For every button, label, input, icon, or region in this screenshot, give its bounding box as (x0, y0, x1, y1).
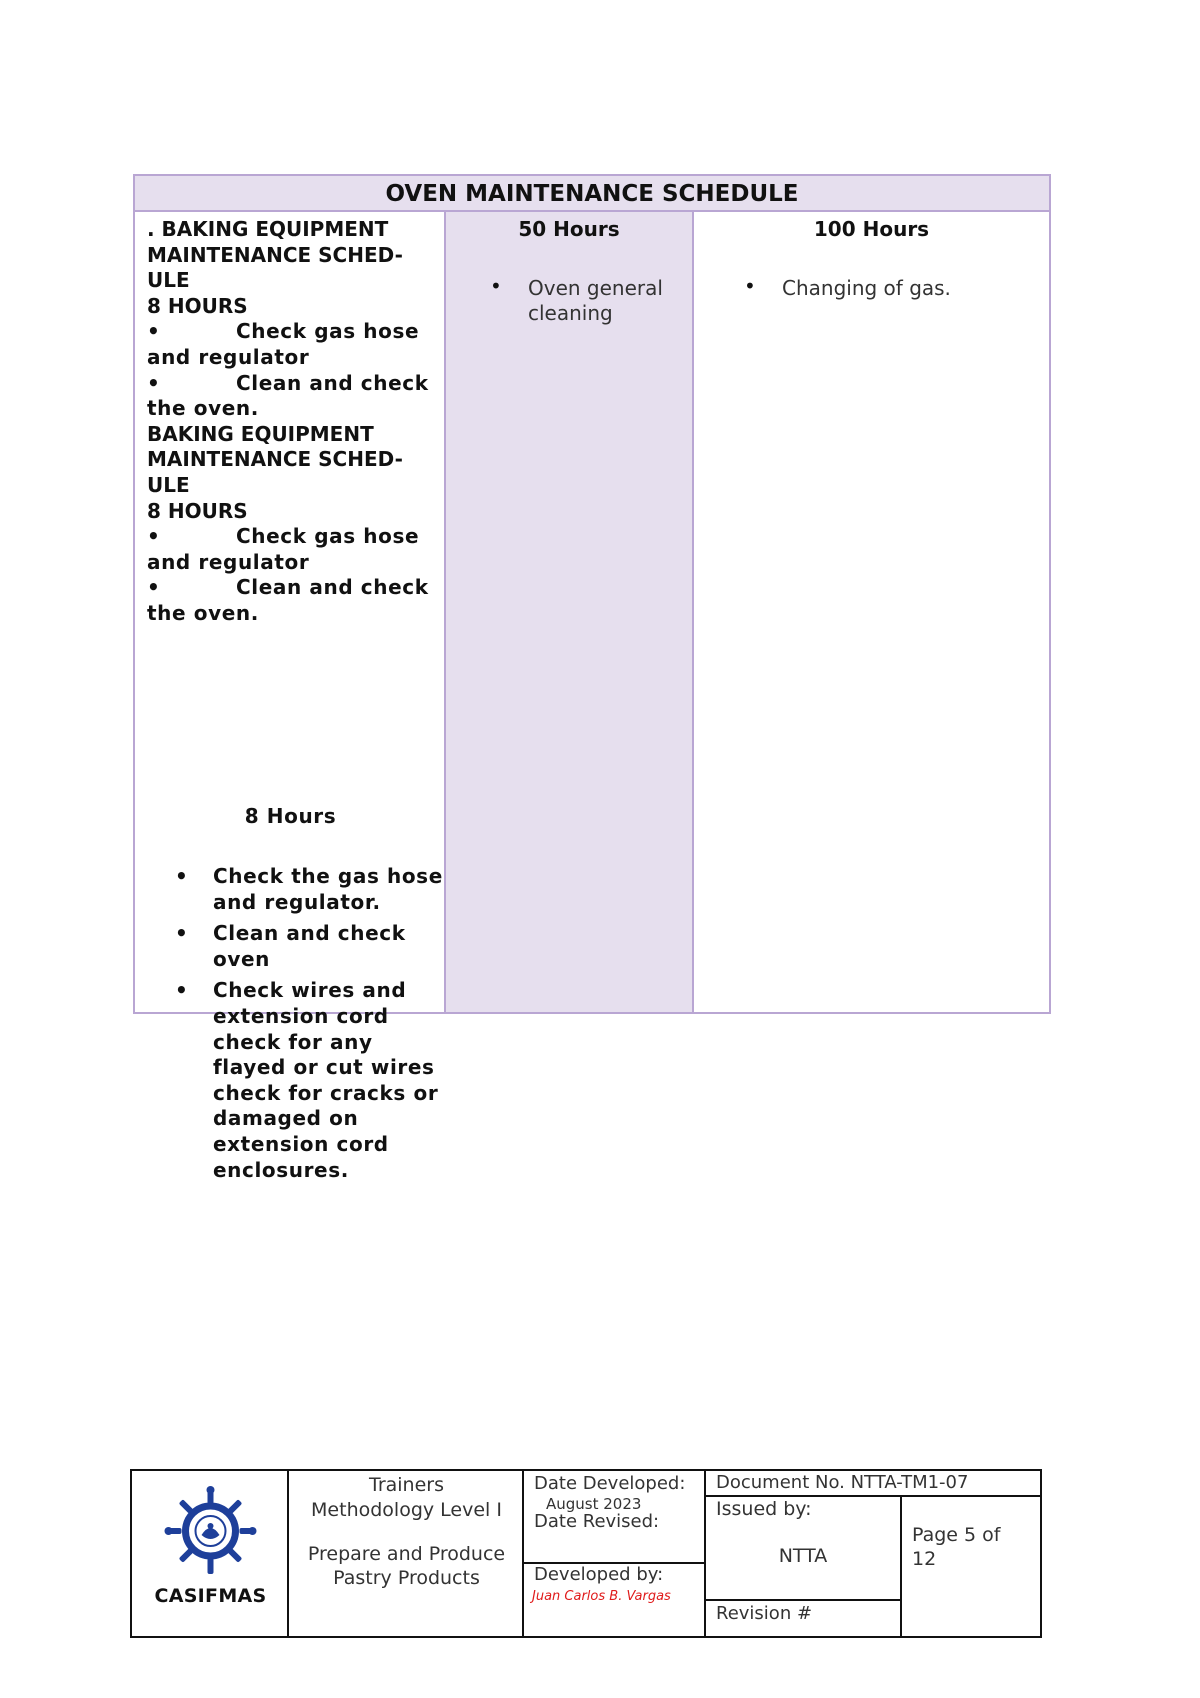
bullet-dot-icon: • (175, 864, 189, 888)
revision-box (706, 1599, 900, 1636)
block1-line2: MAINTENANCE SCHED- (147, 242, 403, 267)
block2-bullet1-cont: and regulator (147, 549, 310, 574)
block2-line1: BAKING EQUIPMENT (147, 421, 374, 446)
task-text: Clean and check oven (213, 921, 406, 971)
document-number: Document No. NTTA-TM1-07 (706, 1471, 1040, 1497)
page-number (912, 1523, 1032, 1571)
schedule-column-8-hours (135, 212, 446, 1182)
block2-line4: 8 HOURS (147, 498, 248, 523)
course-title (289, 1473, 524, 1523)
block2-line3: ULE (147, 472, 190, 497)
block2-line2: MAINTENANCE SCHED- (147, 447, 403, 472)
date-developed-value: August 2023 (546, 1495, 642, 1513)
fifty-hours-task-list (490, 276, 680, 326)
issued-by-box (706, 1497, 902, 1636)
bullet-dot-icon: • (147, 575, 161, 600)
baking-equipment-text (147, 217, 437, 627)
task-text: Check the gas hose and regulator. (213, 864, 443, 914)
block2-bullet1-text: Check gas hose (236, 524, 420, 549)
module-title (289, 1542, 524, 1590)
eight-hours-subheading: 8 Hours (244, 804, 337, 828)
revision-label: Revision # (716, 1603, 813, 1624)
task-text: Changing of gas. (782, 276, 951, 300)
footer-course-cell (289, 1471, 524, 1636)
block1-bullet2-text: Clean and check (236, 370, 429, 395)
developer-name: Juan Carlos B. Vargas (532, 1589, 671, 1604)
developed-by-box (524, 1562, 704, 1636)
block1-bullet1-cont: and regulator (147, 344, 310, 369)
block2-bullet1 (147, 524, 437, 550)
bullet-dot-icon: • (147, 524, 161, 549)
course-line-1: Trainers (369, 1474, 444, 1496)
eight-hours-task-list (175, 864, 445, 1189)
block1-bullet2 (147, 371, 437, 397)
bullet-dot-icon: • (490, 274, 502, 298)
list-item (490, 276, 680, 326)
block2-bullet2 (147, 575, 437, 601)
block1-line4: 8 HOURS (147, 293, 248, 318)
bullet-dot-icon: • (175, 978, 189, 1003)
footer-document-cell (706, 1471, 1040, 1636)
fifty-hours-heading: 50 Hours (518, 217, 620, 241)
block2-bullet2-cont: the oven. (147, 600, 259, 625)
org-name: CASIFMAS (154, 1585, 267, 1607)
bullet-dot-icon: • (147, 319, 161, 344)
course-line-3: Prepare and Produce (307, 1543, 506, 1565)
bullet-dot-icon: • (175, 921, 189, 946)
issued-by-value: NTTA (778, 1545, 828, 1567)
block2-bullet2-text: Clean and check (236, 575, 429, 600)
hundred-hours-task-list (744, 276, 1044, 301)
schedule-column-50-hours (446, 212, 694, 1012)
block1-bullet1-text: Check gas hose (236, 319, 420, 344)
list-item (175, 864, 445, 915)
date-revised-label: Date Revised: (534, 1511, 660, 1532)
block1-bullet2-cont: the oven. (147, 396, 259, 421)
document-footer (130, 1469, 1042, 1638)
course-line-2: Methodology Level I (311, 1499, 502, 1521)
page-line-1: Page 5 of (912, 1524, 1001, 1546)
ship-wheel-emblem-icon (160, 1485, 261, 1581)
footer-dates-cell (524, 1471, 706, 1636)
list-item (175, 921, 445, 972)
bullet-dot-icon: • (744, 274, 756, 298)
issued-by-label: Issued by: (716, 1498, 812, 1520)
footer-logo-cell (132, 1471, 289, 1636)
block1-line3: ULE (147, 268, 190, 293)
block1-bullet1 (147, 319, 437, 345)
page-line-2: 12 (912, 1548, 937, 1570)
date-developed-label: Date Developed: (534, 1473, 686, 1494)
task-text: Check wires and extension cord check for any flayed or cut wires check for cracks or damaged on extension cord enclosures. (213, 978, 439, 1182)
developed-by-label: Developed by: (534, 1564, 664, 1585)
bullet-dot-icon: • (147, 370, 161, 395)
list-item (744, 276, 1044, 301)
block1-line1: . BAKING EQUIPMENT (147, 217, 389, 241)
list-item (175, 978, 445, 1183)
maintenance-schedule-table (133, 174, 1051, 1182)
hundred-hours-heading: 100 Hours (813, 217, 930, 241)
schedule-title: OVEN MAINTENANCE SCHEDULE (135, 176, 1049, 212)
course-line-4: Pastry Products (333, 1567, 480, 1589)
task-text: Oven general cleaning (528, 276, 663, 325)
schedule-column-100-hours (694, 212, 1049, 1012)
